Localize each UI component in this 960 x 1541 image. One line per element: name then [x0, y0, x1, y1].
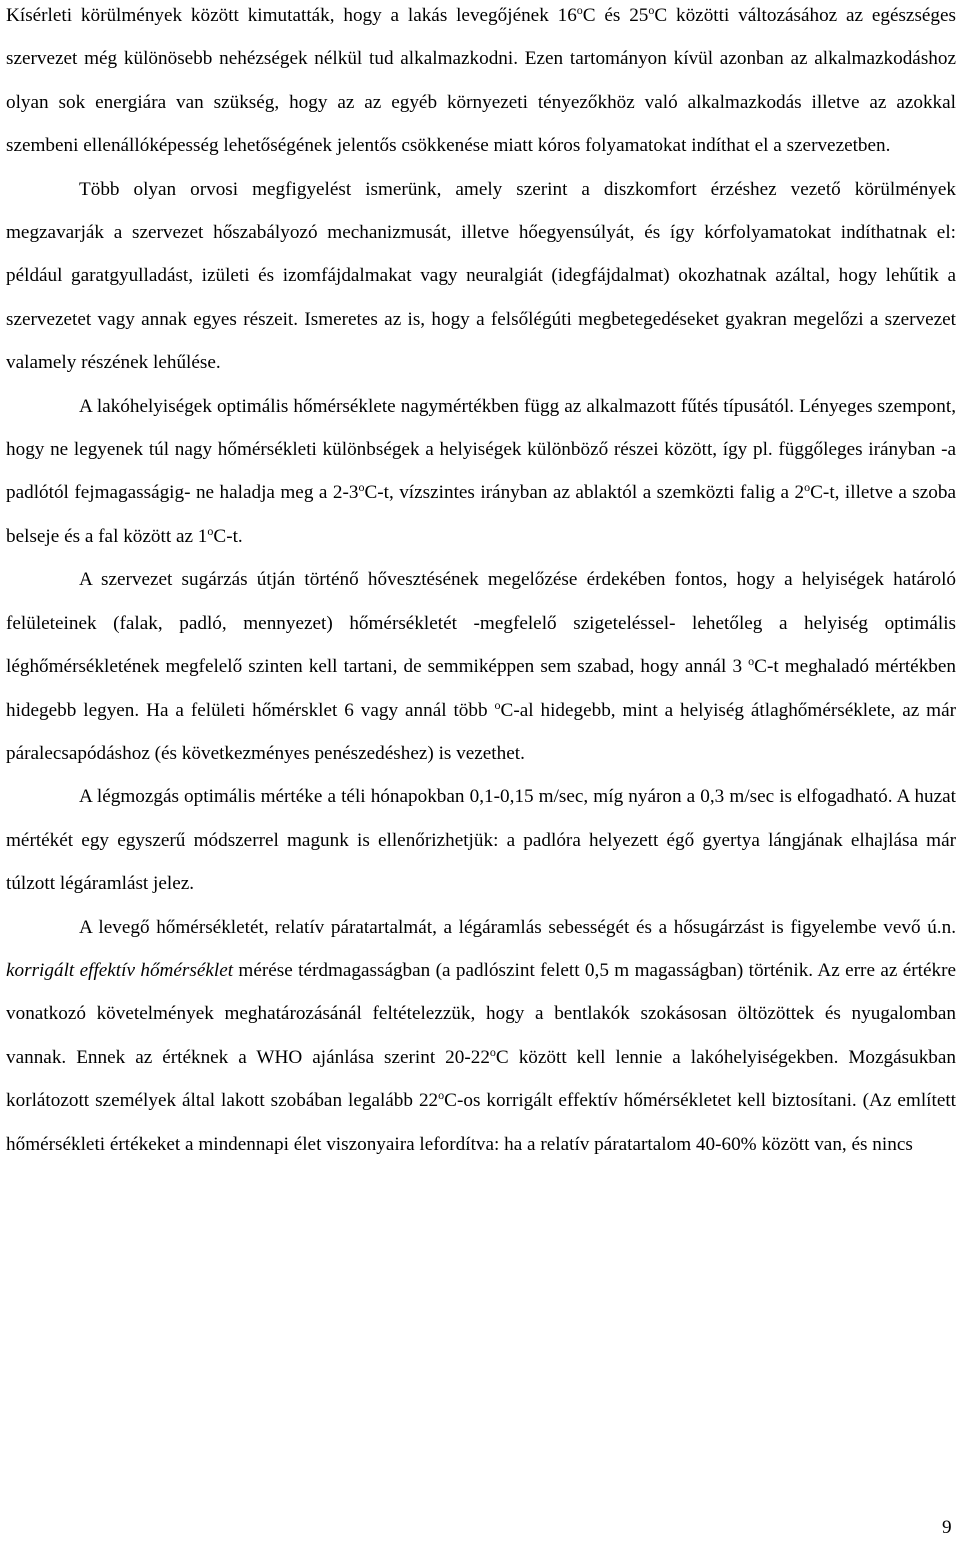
paragraph-2: Több olyan orvosi megfigyelést ismerünk, amely szerint a diszkomfort érzéshez vezető körülmények megzavarják a szervezet hőszabályozó mechanizmusát, illetve hőegyensúlyát, és így kórfolyamatokat indíthatnak el: például garatgyulladást, izületi és izomfájdalmakat vagy neuralgiát (idegfájdalmat) okozhatnak azáltal, hogy lehűtik a szervezetet vagy annak egyes részeit. Ismeretes az is, hogy a felsőlégúti megbetegedéseket gyakran megelőzi a szervezet valamely részének lehűlése.	[6, 178, 956, 374]
page-number: 9	[942, 1517, 952, 1538]
document-page	[6, 0, 956, 1166]
paragraph-5: A légmozgás optimális mértéke a téli hónapokban 0,1-0,15 m/sec, míg nyáron a 0,3 m/sec is elfogadható. A huzat mértékét egy egyszerű módszerrel magunk is ellenőrizhetjük: a padlóra helyezett égő gyertya lángjának elhajlása már túlzott légáramlást jelez.	[6, 786, 956, 895]
paragraph-3: A lakóhelyiségek optimális hőmérséklete nagymértékben függ az alkalmazott fűtés típusától. Lényeges szempont, hogy ne legyenek túl nagy hőmérsékleti különbségek a helyiségek különböző részei között, így pl. függőleges irányban -a padlótól fejmagasságig- ne haladja meg a 2-3$^o$C-t, vízszintes irányban az ablaktól a szemközti falig a 2$^o$C-t, illetve a szoba belseje és a fal között az 1$^o$C-t.	[6, 395, 956, 547]
paragraph-1: Kísérleti körülmények között kimutatták, hogy a lakás levegőjének 16$^o$C és 25$^o$C közötti változásához az egészséges szervezet még különösebb nehézségek nélkül tud alkalmazkodni. Ezen tartományon kívül azonban az alkalmazkodáshoz olyan sok energiára van szükség, hogy az az egyéb környezeti tényezőkhöz való alkalmazkodás illetve az azokkal szembeni ellenállóképesség lehetőségének jelentős csökkenése miatt kóros folyamatokat indíthat el a szervezetben.	[6, 3, 956, 157]
paragraph-6: A levegő hőmérsékletét, relatív páratartalmát, a légáramlás sebességét és a hősugárzást is figyelembe vevő ú.n. korrigált effektív hőmérséklet mérése térdmagasságban (a padlószint felett 0,5 m magasságban) történik. Az erre az értékre vonatkozó követelmények meghatározásánál feltételezzük, hogy a bentlakók szokásosan öltözöttek és nyugalomban vannak. Ennek az értéknek a WHO ajánlása szerint 20-22$^o$C között kell lennie a lakóhelyiségekben. Mozgásukban korlátozott személyek által lakott szobában legalább 22$^o$C-os korrigált effektív hőmérsékletet kell biztosítani. (Az említett hőmérsékleti értékeket a mindennapi élet viszonyaira lefordítva: ha a relatív páratartalom 40-60% között van, és nincs	[6, 916, 957, 1155]
paragraph-4: A szervezet sugárzás útján történő hővesztésének megelőzése érdekében fontos, hogy a helyiségek határoló felületeinek (falak, padló, mennyezet) hőmérsékletét -megfelelő szigeteléssel- lehetőleg a helyiség optimális léghőmérsékletének megfelelő szinten kell tartani, de semmiképpen sem szabad, hogy annál 3 $^o$C-t meghaladó mértékben hidegebb legyen. Ha a felületi hőmérsklet 6 vagy annál több $^o$C-al hidegebb, mint a helyiség átlaghőmérséklete, az már páralecsapódáshoz (és következményes penészedéshez) is vezethet.	[6, 569, 956, 764]
